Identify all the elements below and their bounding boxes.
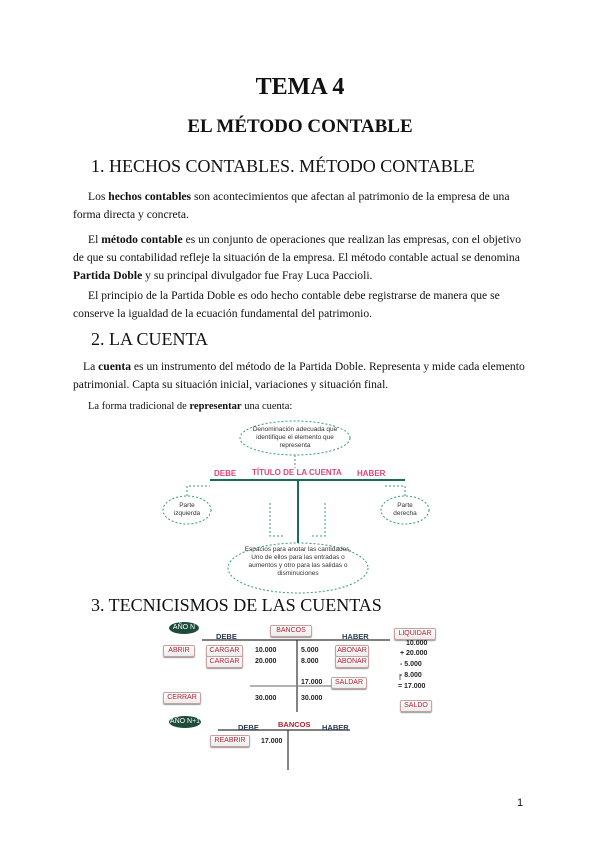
haber-value-2: 8.000 [301,658,319,665]
section-1-paragraph-2: El método contable es un conjunto de operaciones que realizan las empresas, con el objetivo de que su contabilidad refleje la situación de la empresa. El método contable actual se denomina Partida Doble y su principal divulgador fue Fray Luca Paccioli. [73,233,522,282]
reopen-value: 17.000 [261,738,283,745]
liquidar-value-1: 10.000 [406,640,428,647]
bancos-label-2: BANCOS [278,720,311,729]
debe-label: DEBE [214,469,237,478]
haber-label-3: HABER [322,723,349,732]
saldar-button[interactable]: SALDAR [331,677,367,689]
debe-value-2: 20.000 [255,658,277,665]
reabrir-button[interactable]: REABRIR [210,735,250,747]
liquidar-value-5: = 17.000 [398,683,426,690]
bottom-right-connector [310,503,325,536]
top-note-text: Denominación adecuada que identifique el elemento que representa [252,426,338,449]
cargar-button-2[interactable]: CARGAR [206,656,243,668]
haber-label-2: HABER [342,632,369,641]
abonar-button-2[interactable]: ABONAR [335,656,369,668]
section-1-heading: 1. HECHOS CONTABLES. MÉTODO CONTABLE [91,156,475,176]
liquidar-value-2: + 20.000 [400,650,428,657]
section-3-heading: 3. TECNICISMOS DE LAS CUENTAS [91,595,382,615]
section-1-paragraph-1: Los hechos contables son acontecimientos que afectan al patrimonio de la empresa de una forma directa y concreta. [73,190,510,221]
page-title: TEMA 4 [255,74,345,100]
bancos-button[interactable]: BANCOS [270,625,312,637]
debe-value-1: 10.000 [255,647,277,654]
tecnicismos-diagram [160,620,450,772]
year-n1-badge: AÑO N+1 [169,716,201,728]
debe-label-3: DEBE [238,723,259,732]
haber-value-1: 5.000 [301,647,319,654]
liquidar-value-4: - 8.000 [400,672,422,679]
saldo-button[interactable]: SALDO [400,700,432,712]
right-note-connector [385,486,405,496]
section-1-paragraph-3: El principio de la Partida Doble es odo hecho contable debe registrarse de manera que se conserve la igualdad de la ecuación fundamental del patrimonio. [73,289,500,320]
page-subtitle: EL MÉTODO CONTABLE [187,116,413,137]
haber-label: HABER [357,469,386,478]
cargar-button-1[interactable]: CARGAR [206,645,243,657]
haber-value-3: 17.000 [301,679,323,686]
bottom-note-text: Espacios para anotar las cantidades. Uno de ellos para las entradas o aumentos y otro para las salidas o disminuciones [244,546,352,577]
abonar-button-1[interactable]: ABONAR [335,645,369,657]
section-2-heading: 2. LA CUENTA [91,329,209,349]
section-2-paragraph-1: La cuenta es un instrumento del método de la Partida Doble. Representa y mide cada elemento patrimonial. Capta su situación inicial, variaciones y situación final. [73,360,525,391]
right-note-text: Parte derecha [393,502,417,517]
year-n-badge: AÑO N [169,622,199,634]
abrir-button[interactable]: ABRIR [163,645,195,657]
page-number: 1 [517,797,524,809]
total-left-value: 30.000 [255,695,277,702]
liquidar-value-3: - 5.000 [400,661,422,668]
cerrar-button[interactable]: CERRAR [163,692,201,704]
left-note-text: Parte izquierda [173,502,201,517]
bottom-left-connector [270,503,285,536]
t-account-diagram [160,418,430,596]
debe-label-2: DEBE [216,632,237,641]
titulo-cuenta-label: TÍTULO DE LA CUENTA [252,468,342,477]
left-note-connector [187,486,210,496]
total-right-value: 30.000 [301,695,323,702]
liquidar-button[interactable]: LIQUIDAR [394,628,436,640]
section-2-paragraph-2: La forma tradicional de representar una cuenta: [88,401,293,412]
